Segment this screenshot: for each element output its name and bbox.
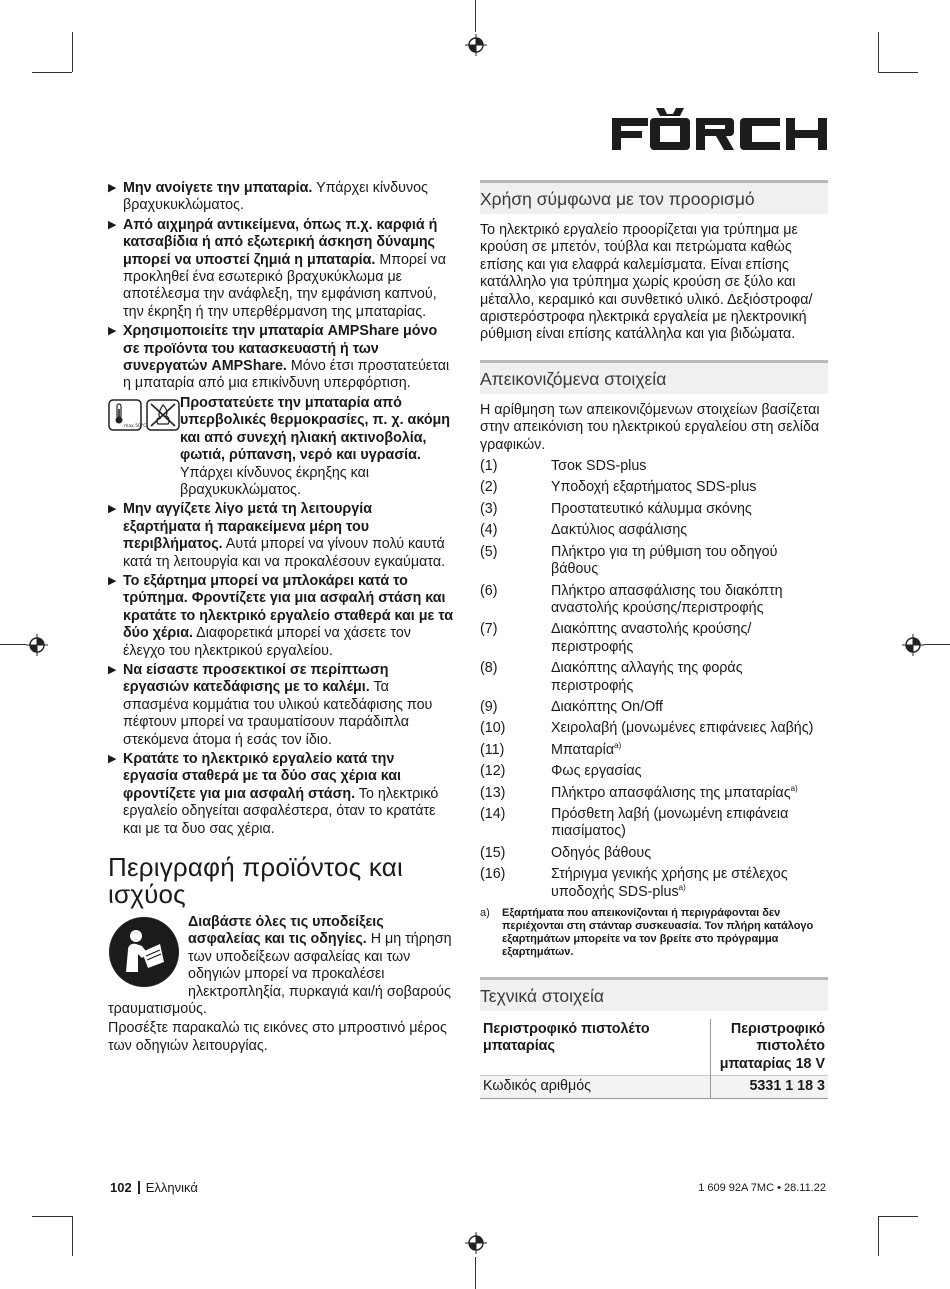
arrow-icon: ▶ bbox=[108, 325, 117, 338]
list-item: (1) Τσοκ SDS-plus bbox=[480, 458, 647, 475]
list-item: (12) Φως εργασίας bbox=[480, 763, 642, 780]
safety-bullets-1 bbox=[108, 180, 453, 393]
crop-mark bbox=[878, 1216, 918, 1217]
list-item: (13) Πλήκτρο απασφάλισης της μπαταρίας$^{a)}$ bbox=[480, 783, 798, 801]
page-number: 102 bbox=[110, 1180, 132, 1195]
read-note: Προσέξτε παρακαλώ τις εικόνες στο μπροστινό μέρος των οδηγιών λειτουργίας. bbox=[108, 1020, 447, 1054]
table-cell-value: 5331 1 18 3 bbox=[710, 1076, 828, 1098]
left-column bbox=[108, 180, 453, 1057]
safety-bullet: ▶ Να είσαστε προσεκτικοί σε περίπτωση εργασιών κατεδάφισης με το καλέμι. Τα σπασμένα κομμάτια του υλικού κατεδάφισης που πέφτουν μπορεί να τραυματίσουν παράδιπλα στεκόμενα άτομα ή εσάς τον ίδιο. bbox=[108, 661, 433, 748]
section-heading-product-description: Περιγραφή προϊόντος και ισχύος bbox=[108, 852, 403, 910]
table-row bbox=[480, 1076, 828, 1098]
crop-mark bbox=[475, 0, 476, 32]
warning-icons bbox=[108, 395, 180, 499]
crop-mark bbox=[878, 1216, 879, 1256]
registration-mark-icon bbox=[902, 634, 924, 656]
list-item: (15) Οδηγός βάθους bbox=[480, 844, 652, 861]
crop-mark bbox=[32, 72, 72, 73]
page-footer-left bbox=[110, 1180, 198, 1195]
section-heading-intended-use: Χρήση σύμφωνα με τον προορισμό bbox=[480, 180, 828, 214]
table-header-row bbox=[480, 1019, 828, 1076]
arrow-icon: ▶ bbox=[108, 663, 117, 676]
safety-bullet: ▶ Το εξάρτημα μπορεί να μπλοκάρει κατά το τρύπημα. Φροντίζετε για μια ασφαλή στάση και κρατάτε το ηλεκτρικό εργαλείο σταθερά και με τα δύο χέρια. Διαφορετικά μπορεί να χάσετε τον έλεγχο του ηλεκτρικού εργαλείου. bbox=[108, 572, 454, 659]
safety-bullet: ▶ Μην αγγίζετε λίγο μετά τη λειτουργία εξαρτήματα ή παρακείμενα μέρη του περιβλήματος. Αυτά μπορεί να γίνουν πολύ καυτά κατά τη λειτουργία και να προκαλέσουν εγκαύματα. bbox=[108, 501, 446, 570]
registration-mark-icon bbox=[465, 1232, 487, 1254]
list-item: (6) Πλήκτρο απασφάλισης του διακόπτη αναστολής κρούσης/περιστροφής bbox=[480, 582, 783, 616]
arrow-icon: ▶ bbox=[108, 753, 117, 765]
crop-mark bbox=[924, 644, 950, 645]
safety-bullet: ▶ Από αιχμηρά αντικείμενα, όπως π.χ. καρφιά ή κατσαβίδια ή από εξωτερική άσκηση δύναμης μπορεί να υποστεί ζημιά η μπαταρία. Μπορεί να προκληθεί ένα εσωτερικό βραχυκύκλωμα με αποτέλεσμα την ανάφλεξη, την εμφάνιση καπνού, την έκρηξη ή την υπερθέρμανση της μπαταρίας. bbox=[108, 216, 446, 320]
table-cell-label: Κωδικός αριθμός bbox=[480, 1076, 710, 1098]
crop-mark bbox=[878, 32, 879, 72]
warning-text: Προστατεύετε την μπαταρία από υπερβολικές θερμοκρασίες, π. χ. ακόμη και από συνεχή ηλιακή ακτινοβολία, φωτιά, ρύπανση, νερό και υγρασία. Υπάρχει κίνδυνος έκρηξης και βραχυκυκλώματος. bbox=[180, 394, 451, 498]
accessories-footnote: a) Εξαρτήματα που απεικονίζονται ή περιγράφονται δεν περιέχονται στη στάνταρ συσκευασία. Τον πλήρη κατάλογο εξαρτημάτων μπορείτε να τον βρείτε στο πρόγραμμα εξαρτημάτων. bbox=[480, 907, 814, 958]
registration-mark-icon bbox=[26, 634, 48, 656]
registration-mark-icon bbox=[465, 34, 487, 56]
arrow-icon: ▶ bbox=[108, 182, 117, 194]
crop-mark bbox=[878, 72, 918, 73]
crop-mark bbox=[0, 644, 26, 645]
section-heading-technical-data: Τεχνικά στοιχεία bbox=[480, 977, 828, 1011]
technical-data-table bbox=[480, 1019, 828, 1099]
footer-separator bbox=[138, 1181, 140, 1194]
list-item: (2) Υποδοχή εξαρτήματος SDS-plus bbox=[480, 479, 757, 496]
footer-language: Ελληνικά bbox=[145, 1180, 198, 1195]
section-heading-components: Απεικονιζόμενα στοιχεία bbox=[480, 360, 828, 394]
crop-mark bbox=[32, 1216, 72, 1217]
table-header-cell: Περιστροφικό πιστολέτο μπαταρίας 18 V bbox=[710, 1019, 828, 1076]
arrow-icon: ▶ bbox=[108, 218, 117, 231]
read-instructions-block bbox=[108, 914, 453, 1018]
list-item: (4) Δακτύλιος ασφάλισης bbox=[480, 522, 688, 539]
crop-mark bbox=[475, 1257, 476, 1289]
components-list bbox=[480, 458, 828, 901]
safety-bullet: ▶ Κρατάτε το ηλεκτρικό εργαλείο κατά την εργασία σταθερά με τα δύο σας χέρια και φροντίζετε για μια ασφαλή στάση. Το ηλεκτρικό εργαλείο οδηγείται ασφαλέστερα, όταν το κρατάτε και με τα δυο σας χέρια. bbox=[108, 751, 439, 837]
read-instructions-text: Διαβάστε όλες τις υποδείξεις ασφαλείας και τις οδηγίες. Η μη τήρηση των υποδείξεων ασφαλείας και των οδηγιών μπορεί να προκαλέσει ηλεκτροπληξία, πυρκαγιά και/ή σοβαρούς τραυματισμούς. bbox=[108, 914, 452, 1018]
crop-mark bbox=[72, 1216, 73, 1256]
list-item: (16) Στήριγμα γενικής χρήσης με στέλεχος υποδοχής SDS-plus$^{a)}$ bbox=[480, 866, 788, 900]
right-column bbox=[480, 180, 828, 1099]
components-intro: Η αρίθμηση των απεικονιζόμενων στοιχείων βασίζεται στην απεικόνιση του ηλεκτρικού εργαλείου στη σελίδα γραφικών. bbox=[480, 401, 820, 453]
list-item: (3) Προστατευτικό κάλυμμα σκόνης bbox=[480, 500, 752, 517]
read-manual-icon bbox=[108, 916, 180, 988]
temperature-warning bbox=[108, 395, 453, 499]
list-item: (11) Μπαταρία$^{a)}$ bbox=[480, 740, 622, 758]
safety-bullets-2 bbox=[108, 501, 453, 838]
list-item: (9) Διακόπτης On/Off bbox=[480, 698, 663, 715]
document-code: 1 609 92A 7MC • 28.11.22 bbox=[698, 1182, 826, 1194]
crop-mark bbox=[72, 32, 73, 72]
no-fire-water-icon bbox=[146, 399, 180, 431]
list-item: (10) Χειρολαβή (μονωμένες επιφάνειες λαβής) bbox=[480, 720, 814, 737]
safety-bullet: ▶ Χρησιμοποιείτε την μπαταρία AMPShare μόνο σε προϊόντα του κατασκευαστή ή των συνεργατών AMPShare. Μόνο έτσι προστατεύεται η μπαταρία από μια επικίνδυνη υπερφόρτιση. bbox=[108, 323, 450, 392]
list-item: (5) Πλήκτρο για τη ρύθμιση του οδηγού βάθους bbox=[480, 543, 778, 578]
intended-use-text: Το ηλεκτρικό εργαλείο προορίζεται για τρύπημα με κρούση σε μπετόν, τούβλα και πετρώματα καθώς επίσης και για ελαφρά καλεμίσματα. Είναι επίσης κατάλληλο για τρύπημα χωρίς κρούση σε ξύλο και μέταλλο, κεραμικό και συνθετικό υλικό. Δεξιόστροφα/αριστερόστροφα ηλεκτρικά εργαλεία με ηλεκτρονική ρύθμιση είναι επίσης κατάλληλα και για βιδώματα. bbox=[480, 222, 813, 343]
forch-logo bbox=[612, 104, 827, 152]
max-temp-label: max.50°C bbox=[124, 423, 147, 429]
arrow-icon: ▶ bbox=[108, 503, 117, 516]
list-item: (14) Πρόσθετη λαβή (μονωμένη επιφάνεια πιασίματος) bbox=[480, 805, 789, 840]
safety-bullet: ▶ Μην ανοίγετε την μπαταρία. Υπάρχει κίνδυνος βραχυκυκλώματος. bbox=[108, 180, 428, 214]
table-header-cell: Περιστροφικό πιστολέτο μπαταρίας bbox=[483, 1021, 650, 1055]
list-item: (7) Διακόπτης αναστολής κρούσης/περιστροφής bbox=[480, 621, 752, 655]
list-item: (8) Διακόπτης αλλαγής της φοράς περιστροφής bbox=[480, 660, 743, 694]
arrow-icon: ▶ bbox=[108, 574, 117, 587]
thermometer-max-temp-icon bbox=[108, 399, 147, 431]
